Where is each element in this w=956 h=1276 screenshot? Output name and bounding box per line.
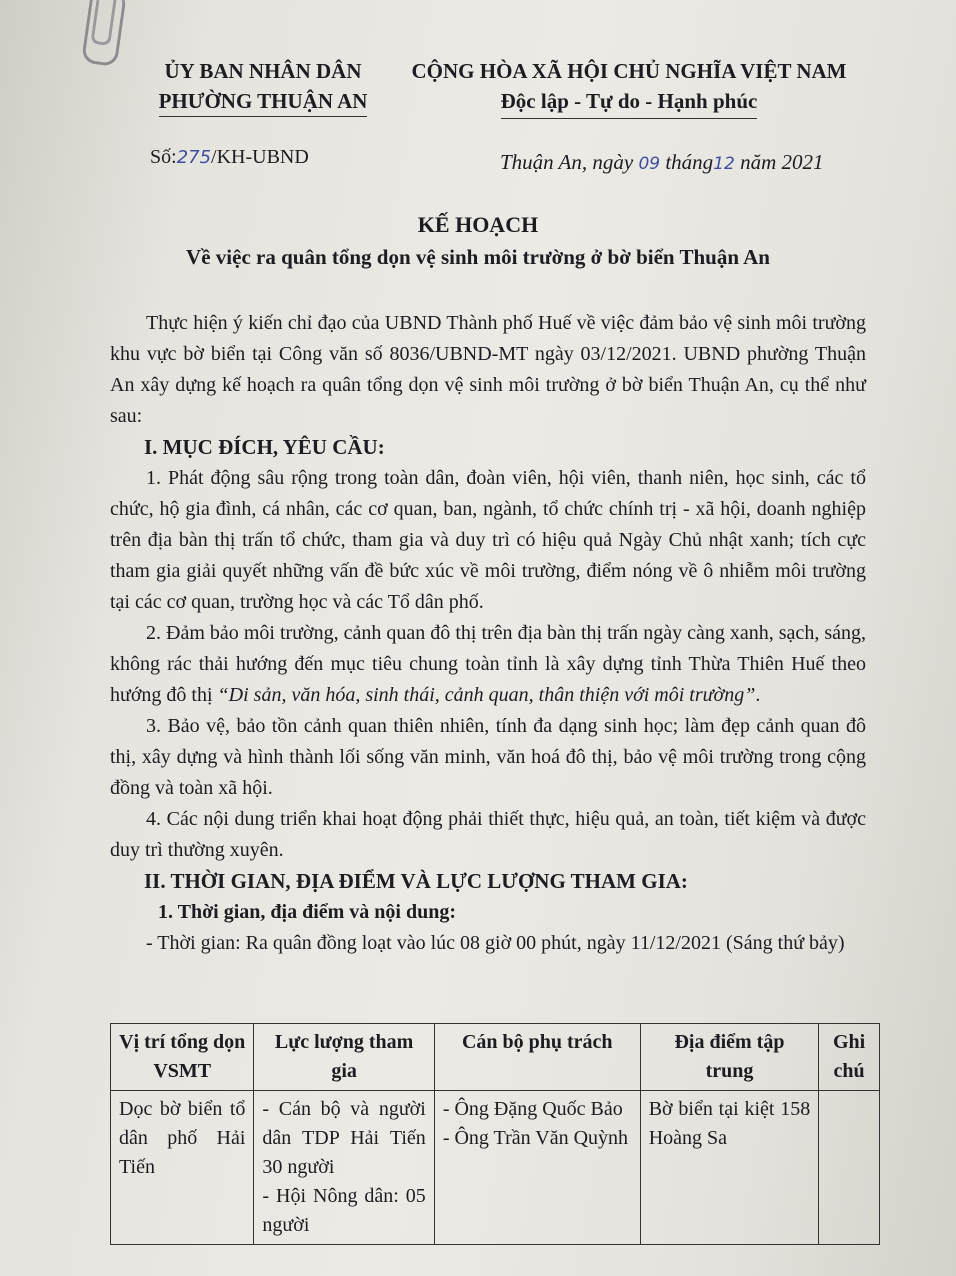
item-2 [110, 618, 866, 711]
org-line-2: PHƯỜNG THUẬN AN [159, 86, 368, 117]
item-2-end: . [755, 684, 761, 706]
org-line-1: ỦY BAN NHÂN DÂN [164, 59, 362, 83]
cell-officer [434, 1091, 640, 1245]
header-meeting-point: Địa điểm tập trung [640, 1024, 819, 1091]
document-date [500, 150, 824, 175]
date-month: 12 [713, 154, 735, 174]
date-day: 09 [638, 154, 661, 174]
nation-motto: Độc lập - Tự do - Hạnh phúc [501, 86, 758, 119]
header-location: Vị trí tổng dọn VSMT [111, 1024, 254, 1091]
item-3: 3. Bảo vệ, bảo tồn cảnh quan thiên nhiên, tính đa dạng sinh học; làm đẹp cảnh quan đô thị, xây dựng và hình thành lối sống văn minh, văn hoá đô thị, bảo vệ môi trường trong cộng đồng và toàn xã hội. [110, 715, 866, 799]
document-title: KẾ HOẠCH [417, 212, 539, 237]
cell-meeting-point: Bờ biển tại kiệt 158 Hoàng Sa [640, 1091, 819, 1245]
doc-number-suffix: /KH-UBND [211, 146, 309, 168]
table-row [111, 1091, 880, 1245]
officer-line-1: - Ông Đặng Quốc Bảo [442, 1098, 623, 1120]
cell-force [254, 1091, 434, 1245]
header-officer: Cán bộ phụ trách [434, 1024, 640, 1091]
item-4: 4. Các nội dung triển khai hoạt động phải thiết thực, hiệu quả, an toàn, tiết kiệm và được duy trì thường xuyên. [110, 808, 866, 861]
doc-number-handwritten: 275 [176, 147, 212, 168]
officer-line-2: - Ông Trần Văn Quỳnh [442, 1127, 629, 1149]
intro-paragraph: Thực hiện ý kiến chỉ đạo của UBND Thành phố Huế về việc đảm bảo vệ sinh môi trường khu vực bờ biển tại Công văn số 8036/UBND-MT ngày 03/12/2021. UBND phường Thuận An xây dựng kế hoạch ra quân tổng dọn vệ sinh môi trường ở bờ biển Thuận An, cụ thể như sau: [110, 312, 866, 427]
item-2-quote: “Di sản, văn hóa, sinh thái, cảnh quan, thân thiện với môi trường” [217, 684, 756, 706]
item-2-text: 2. Đảm bảo môi trường, cảnh quan đô thị trên địa bàn thị trấn ngày càng xanh, sạch, sáng, không rác thải hướng đến mục tiêu chung toàn tỉnh là xây dựng tỉnh Thừa Thiên Huế theo hướng đô thị [110, 622, 866, 706]
doc-number-prefix: Số: [150, 146, 177, 168]
table-header-row [111, 1024, 880, 1091]
assignment-table [110, 1023, 880, 1245]
document-number [150, 146, 309, 169]
section-2-heading: II. THỜI GIAN, ĐỊA ĐIỂM VÀ LỰC LƯỢNG THAM GIA: [144, 869, 688, 893]
section-1-heading: I. MỤC ĐÍCH, YÊU CẦU: [144, 435, 385, 459]
date-month-label: tháng [665, 150, 714, 174]
cell-note [819, 1091, 880, 1245]
header-force: Lực lượng tham gia [254, 1024, 434, 1091]
force-line-1: - Cán bộ và người dân TDP Hải Tiến 30 người [262, 1098, 426, 1178]
document-subtitle: Về việc ra quân tổng dọn vệ sinh môi trường ở bờ biển Thuận An [186, 245, 770, 269]
time-line: - Thời gian: Ra quân đồng loạt vào lúc 08 giờ 00 phút, ngày 11/12/2021 (Sáng thứ bảy) [146, 932, 845, 954]
force-line-2: - Hội Nông dân: 05 người [262, 1185, 426, 1236]
document-body [110, 308, 866, 959]
cell-location: Dọc bờ biển tổ dân phố Hải Tiến [111, 1091, 254, 1245]
header-note: Ghi chú [819, 1024, 880, 1091]
national-header [384, 56, 874, 119]
subsection-1-heading: 1. Thời gian, địa điểm và nội dung: [158, 901, 457, 923]
item-1: 1. Phát động sâu rộng trong toàn dân, đoàn viên, hội viên, thanh niên, học sinh, các tổ chức, hộ gia đình, cá nhân, các cơ quan, ban, ngành, tổ chức chính trị - xã hội, doanh nghiệp trên địa bàn thị trấn tổ chức, tham gia và duy trì có hiệu quả Ngày Chủ nhật xanh; tích cực tham gia giải quyết những vấn đề bức xúc về môi trường, điểm nóng về ô nhiễm môi trường tại các cơ quan, trường học và các Tổ dân phố. [110, 467, 866, 613]
date-place: Thuận An, ngày [500, 150, 634, 174]
nation-line-1: CỘNG HÒA XÃ HỘI CHỦ NGHĨA VIỆT NAM [411, 59, 847, 83]
issuing-authority [118, 56, 408, 117]
date-year: năm 2021 [740, 150, 824, 174]
